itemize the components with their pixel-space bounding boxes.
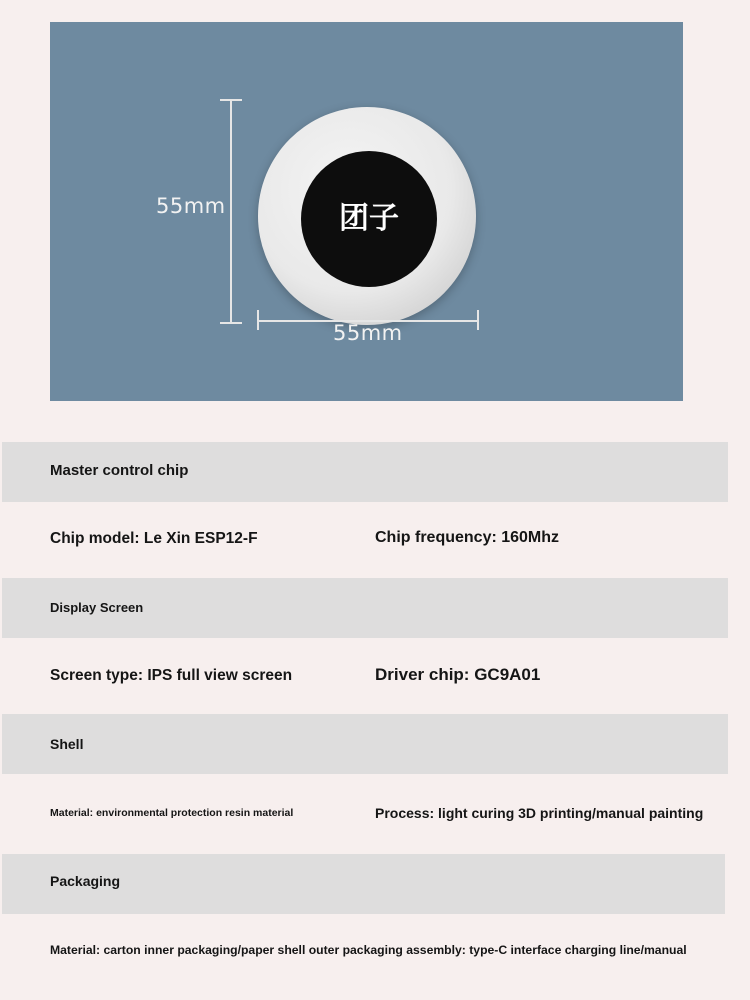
width-dimension-cap-left [257, 310, 259, 330]
spec-shell-process: Process: light curing 3D printing/manual painting [375, 805, 704, 821]
height-dimension-label: 55mm [156, 194, 226, 218]
product-photo [50, 22, 683, 401]
screen-text: 团子 [339, 201, 399, 236]
spec-chip-model: Chip model: Le Xin ESP12-F [50, 530, 258, 547]
device-shell [258, 107, 476, 325]
spec-driver-chip: Driver chip: GC9A01 [375, 665, 541, 684]
width-dimension-label: 55mm [333, 321, 403, 345]
height-dimension-cap-bottom [220, 322, 242, 324]
spec-screen-type: Screen type: IPS full view screen [50, 667, 293, 684]
spec-chip-frequency: Chip frequency: 160Mhz [375, 529, 560, 546]
section-heading-display: Display Screen [50, 600, 144, 615]
section-heading-shell: Shell [50, 736, 84, 752]
width-dimension-cap-right [477, 310, 479, 330]
spec-shell-material: Material: environmental protection resin material [50, 807, 294, 819]
section-heading-master-control: Master control chip [50, 462, 189, 479]
height-dimension-line [230, 99, 232, 324]
spec-packaging-material: Material: carton inner packaging/paper shell outer packaging assembly: type-C interface charging line/manual [50, 943, 687, 957]
height-dimension-cap-top [220, 99, 242, 101]
device-screen [301, 151, 437, 287]
section-band-shell [2, 714, 728, 774]
section-heading-packaging: Packaging [50, 873, 121, 889]
